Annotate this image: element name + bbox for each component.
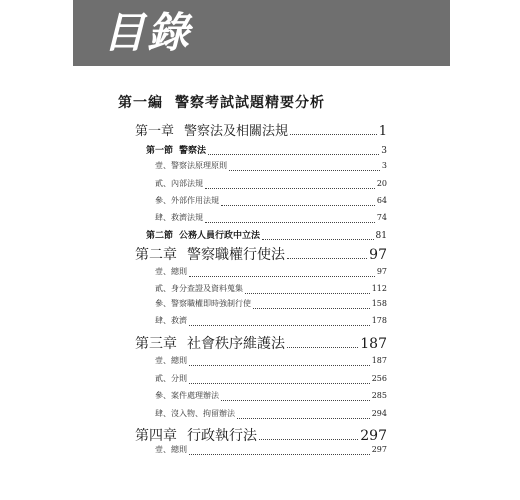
dot-leader [221, 204, 375, 206]
toc-chapter[interactable] [135, 425, 387, 445]
chapter-title: 行政執行法 [187, 428, 257, 444]
page-number: 74 [376, 213, 387, 222]
toc-chapter[interactable] [135, 120, 387, 139]
dot-leader [237, 417, 370, 419]
page-number: 256 [371, 374, 387, 383]
dot-leader [290, 133, 377, 135]
dot-leader [253, 307, 370, 309]
item-title: 壹、總則 [155, 356, 187, 365]
toc-item[interactable] [155, 298, 387, 309]
chapter-label [135, 244, 285, 264]
page-number: 294 [371, 409, 387, 418]
chapter-label [135, 425, 257, 445]
dot-leader [189, 364, 370, 366]
dot-leader [189, 382, 370, 384]
page-number: 81 [375, 231, 387, 241]
page-number: 3 [381, 146, 387, 156]
item-label [155, 315, 187, 326]
page-number: 187 [360, 336, 387, 352]
item-label [155, 408, 235, 419]
item-title: 肆、沒入物、拘留辦法 [155, 409, 235, 418]
toc-item[interactable] [155, 355, 387, 366]
toc-section[interactable] [146, 228, 387, 241]
toc-item[interactable] [155, 315, 387, 326]
dot-leader [189, 324, 370, 326]
chapter-number: 第四章 [135, 428, 177, 444]
chapter-title: 警察法及相關法規 [184, 124, 289, 139]
item-title: 參、警察職權即時強制行使 [155, 299, 251, 308]
toc-chapter[interactable] [135, 333, 387, 353]
chapter-number: 第二章 [135, 247, 177, 263]
toc-item[interactable] [155, 266, 387, 277]
chapter-number: 第一章 [135, 124, 175, 139]
item-label [155, 390, 219, 401]
section-title: 警察法 [179, 146, 207, 156]
item-title: 肆、救濟 [155, 316, 187, 325]
toc-item[interactable] [155, 212, 387, 223]
item-label [155, 178, 203, 189]
page-number: 112 [371, 284, 387, 293]
toc-item[interactable] [155, 283, 387, 294]
page-number: 20 [376, 179, 387, 188]
item-title: 壹、總則 [155, 267, 187, 276]
item-title: 參、案件處理辦法 [155, 391, 219, 400]
page-number: 64 [376, 196, 387, 205]
dot-leader [287, 257, 367, 259]
page-number: 3 [381, 161, 387, 170]
page-number: 297 [360, 428, 387, 444]
toc-item[interactable] [155, 178, 387, 189]
item-title: 壹、警察法原理原則 [155, 161, 227, 170]
item-label [155, 195, 219, 206]
chapter-label [135, 120, 288, 139]
page-number: 285 [371, 391, 387, 400]
section-label [146, 143, 206, 156]
dot-leader [262, 238, 374, 240]
item-label [155, 266, 187, 277]
page-number: 187 [371, 356, 387, 365]
item-label [155, 298, 251, 309]
section-label [146, 228, 260, 241]
toc-chapter[interactable] [135, 244, 387, 264]
chapter-title: 警察職權行使法 [187, 247, 285, 263]
item-label [155, 373, 187, 384]
toc-item[interactable] [155, 160, 387, 171]
part-title: 警察考試試題精要分析 [175, 95, 325, 111]
page-number: 297 [371, 445, 387, 454]
dot-leader [205, 221, 375, 223]
dot-leader [259, 438, 358, 440]
item-label [155, 283, 243, 294]
dot-leader [229, 169, 380, 171]
page-number: 178 [371, 316, 387, 325]
part-number: 第一編 [118, 95, 163, 111]
toc-item[interactable] [155, 444, 387, 455]
dot-leader [221, 399, 370, 401]
toc-item[interactable] [155, 408, 387, 419]
section-number: 第一節 [146, 146, 174, 156]
item-label [155, 160, 227, 171]
toc-item[interactable] [155, 373, 387, 384]
toc-item[interactable] [155, 390, 387, 401]
item-title: 肆、救濟法規 [155, 213, 203, 222]
page-number: 1 [378, 124, 387, 139]
item-label [155, 444, 187, 455]
toc-item[interactable] [155, 195, 387, 206]
chapter-title: 社會秩序維護法 [187, 336, 285, 352]
item-title: 貳、內部法規 [155, 179, 203, 188]
item-title: 貳、分則 [155, 374, 187, 383]
item-label [155, 355, 187, 366]
dot-leader [205, 187, 375, 189]
section-title: 公務人員行政中立法 [179, 231, 261, 241]
dot-leader [245, 292, 370, 294]
page-number: 158 [371, 299, 387, 308]
item-title: 參、外部作用法規 [155, 196, 219, 205]
toc-section[interactable] [146, 143, 387, 156]
page-number: 97 [376, 267, 387, 276]
dot-leader [189, 275, 375, 277]
dot-leader [189, 453, 370, 455]
page-title: 目錄 [103, 8, 192, 57]
page-number: 97 [369, 247, 387, 263]
section-number: 第二節 [146, 231, 174, 241]
chapter-label [135, 333, 285, 353]
item-title: 貳、身分查證及資料蒐集 [155, 284, 243, 293]
item-title: 壹、總則 [155, 445, 187, 454]
dot-leader [208, 153, 379, 155]
dot-leader [287, 346, 358, 348]
chapter-number: 第三章 [135, 336, 177, 352]
item-label [155, 212, 203, 223]
